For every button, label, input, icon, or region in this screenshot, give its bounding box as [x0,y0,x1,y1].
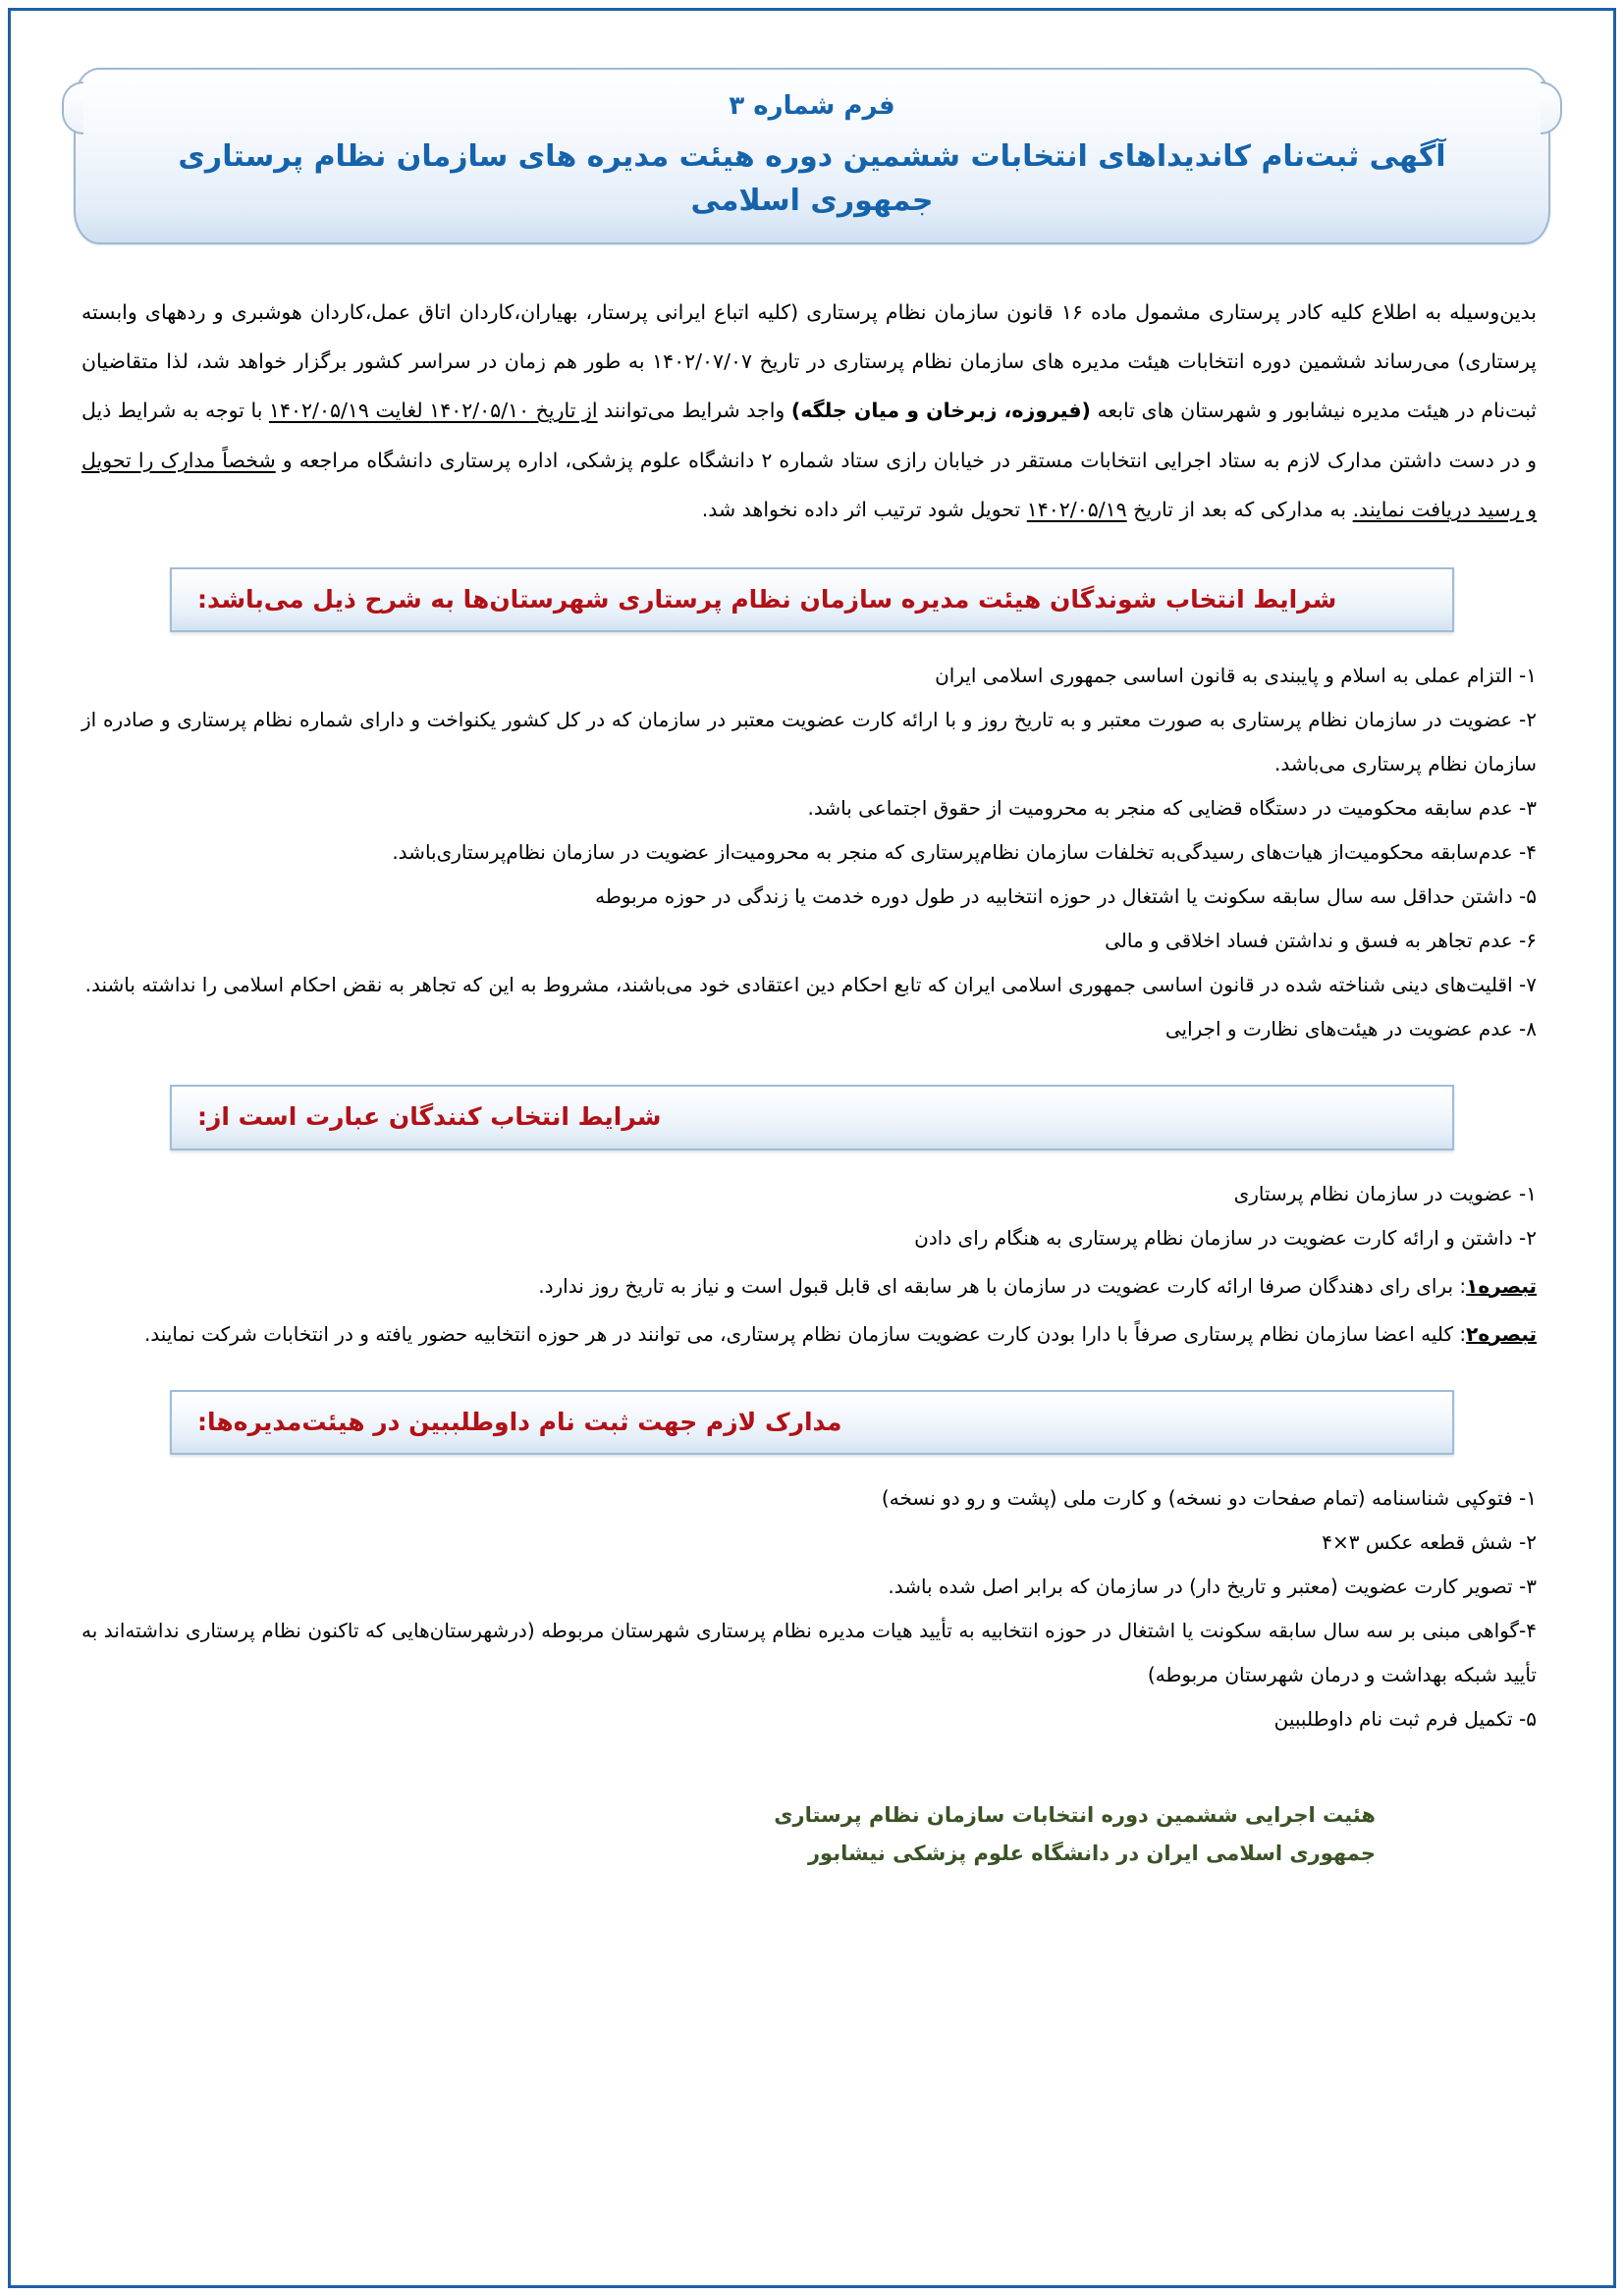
section-heading-voters-text: شرایط انتخاب کنندگان عبارت است از: [197,1102,662,1132]
signature-line-2: جمهوری اسلامی ایران در دانشگاه علوم پزشکی نیشابور [807,1841,1376,1865]
intro-registration-dates: از تاریخ ۱۴۰۲/۰۵/۱۰ لغایت ۱۴۰۲/۰۵/۱۹ [269,399,598,423]
section-heading-candidates [170,567,1454,632]
list-item: ۴- عدم‌سابقه محکومیت‌از هیات‌های رسیدگی‌به تخلفات سازمان نظام‌پرستاری که منجر به محرومیت‌از عضویت در سازمان نظام‌پرستاری‌باشد. [392,840,1537,865]
list-item: ۵- تکمیل فرم ثبت نام داوطلببین [1273,1706,1537,1731]
intro-part-2: واجد شرایط می‌توانند [597,399,791,423]
intro-cities: (فیروزه، زبرخان و میان جلگه) [790,399,1091,423]
intro-paragraph [81,288,1537,534]
note-1-text: : برای رای دهندگان صرفا ارائه کارت عضویت در سازمان با هر سابقه ای قابل قبول است و نیاز به تاریخ روز ندارد. [538,1273,1467,1298]
page-title: آگهی ثبت‌نام کاندیداهای انتخابات ششمین دوره هیئت مدیره های سازمان نظام پرستاری جمهوری اسلامی [178,139,1446,218]
list-item: ۷- اقلیت‌های دینی شناخته شده در قانون اساسی جمهوری اسلامی ایران که تابع احکام دین اعتقادی خود می‌باشند، مشروط به این که تجاهر به نقض احکام اسلامی را نداشته باشند. [84,973,1537,997]
list-item: ۶- عدم تجاهر به فسق و نداشتن فساد اخلاقی و مالی [1105,929,1537,953]
list-item: ۲- شش قطعه عکس ۳×۴ [1322,1529,1537,1554]
signature-block [62,1796,1562,1873]
note-2-text: : کلیه اعضا سازمان نظام پرستاری صرفاً با دارا بودن کارت عضویت سازمان نظام پرستاری، می توانند در هر حوزه انتخابیه حضور یافته و در انتخابات شرکت نمایند. [143,1321,1467,1346]
list-item: ۲- داشتن و ارائه کارت عضویت در سازمان نظام پرستاری به هنگام رای دادن [914,1225,1537,1250]
signature-line-1: هئیت اجرایی ششمین دوره انتخابات سازمان نظام پرستاری [774,1802,1376,1827]
section-heading-candidates-text: شرایط انتخاب شوندگان هیئت مدیره سازمان نظام پرستاری شهرستان‌ها به شرح ذیل می‌باشد: [197,585,1337,614]
note-1-label: تبصره۱ [1466,1273,1537,1298]
section-heading-voters [170,1085,1454,1149]
intro-part-1: بدین‌وسیله به اطلاع کلیه کادر پرستاری مشمول ماده ۱۶ قانون سازمان نظام پرستاری (کلیه اتباع ایرانی پرستار، بهیاران،کاردان اتاق عمل،کاردان هوشبری و ردههای وابسته پرستاری) می‌رساند ششمین دوره انتخابات هیئت مدیره های سازمان نظام پرستاری در تاریخ ۱۴۰۲/۰۷/۰۷ به طور هم زمان در سراسر کشور برگزار خواهد شد، لذا متقاضیان ثبت‌نام در هیئت مدیره نیشابور و شهرستان های تابعه [81,300,1538,423]
form-number: فرم شماره ۳ [729,91,895,121]
list-item: ۳- عدم سابقه محکومیت در دستگاه قضایی که منجر به محرومیت از حقوق اجتماعی باشد. [807,796,1537,821]
candidates-conditions-list [81,654,1537,1051]
voters-conditions-list [81,1172,1537,1357]
header-banner [74,68,1550,244]
intro-part-3: با توجه به شرایط ذیل و در دست داشتن مدارک لازم به ستاد اجرایی انتخابات مستقر در خیابان رازی ستاد شماره ۲ دانشگاه علوم پزشکی، اداره پرستاری دانشگاه مراجعه و [81,399,1538,472]
page-border [8,8,1616,2288]
list-item: ۱- التزام عملی به اسلام و پایبندی به قانون اساسی جمهوری اسلامی ایران [935,664,1537,688]
list-item: ۱- عضویت در سازمان نظام پرستاری [1233,1181,1537,1205]
page-content [11,11,1613,2285]
required-documents-list [81,1476,1537,1741]
list-item: ۳- تصویر کارت عضویت (معتبر و تاریخ دار) در سازمان که برابر اصل شده باشد. [888,1574,1537,1598]
intro-deadline-date: ۱۴۰۲/۰۵/۱۹ [1026,497,1127,521]
list-item: ۱- فتوکپی شناسنامه (تمام صفحات دو نسخه) و کارت ملی (پشت و رو دو نسخه) [881,1485,1537,1510]
intro-deliver-personally: شخصاً مدارک را تحویل و رسید دریافت نمایند. [81,448,1537,521]
section-heading-documents-text: مدارک لازم جهت ثبت نام داوطلببین در هیئت‌مدیره‌ها: [197,1407,842,1436]
list-item: ۸- عدم عضویت در هیئت‌های نظارت و اجرایی [1164,1017,1537,1041]
intro-part-7: تحویل شود ترتیب اثر داده نخواهد شد. [701,497,1027,521]
section-heading-documents [170,1390,1454,1455]
list-item: ۲- عضویت در سازمان نظام پرستاری به صورت معتبر و به تاریخ روز و با ارائه کارت عضویت معتبر در سازمان که در کل کشور یکنواخت و دارای شماره نظام پرستاری و صادره از سازمان نظام پرستاری می‌باشد. [81,708,1537,776]
intro-part-5: به مدارکی که بعد از تاریخ [1126,497,1353,521]
list-item: ۴-گواهی مبنی بر سه سال سابقه سکونت یا اشتغال در حوزه انتخابیه به تأیید هیات مدیره نظام پرستاری شهرستان مربوطه (درشهرستان‌هایی که تاکنون نظام پرستاری نداشته‌اند به تأیید شبکه بهداشت و درمان شهرستان مربوطه) [81,1618,1537,1686]
note-2 [81,1312,1537,1357]
note-2-label: تبصره۲ [1466,1321,1537,1346]
note-1 [81,1264,1537,1308]
list-item: ۵- داشتن حداقل سه سال سابقه سکونت یا اشتغال در حوزه انتخابیه در طول دوره خدمت یا زندگی در حوزه مربوطه [595,884,1537,909]
